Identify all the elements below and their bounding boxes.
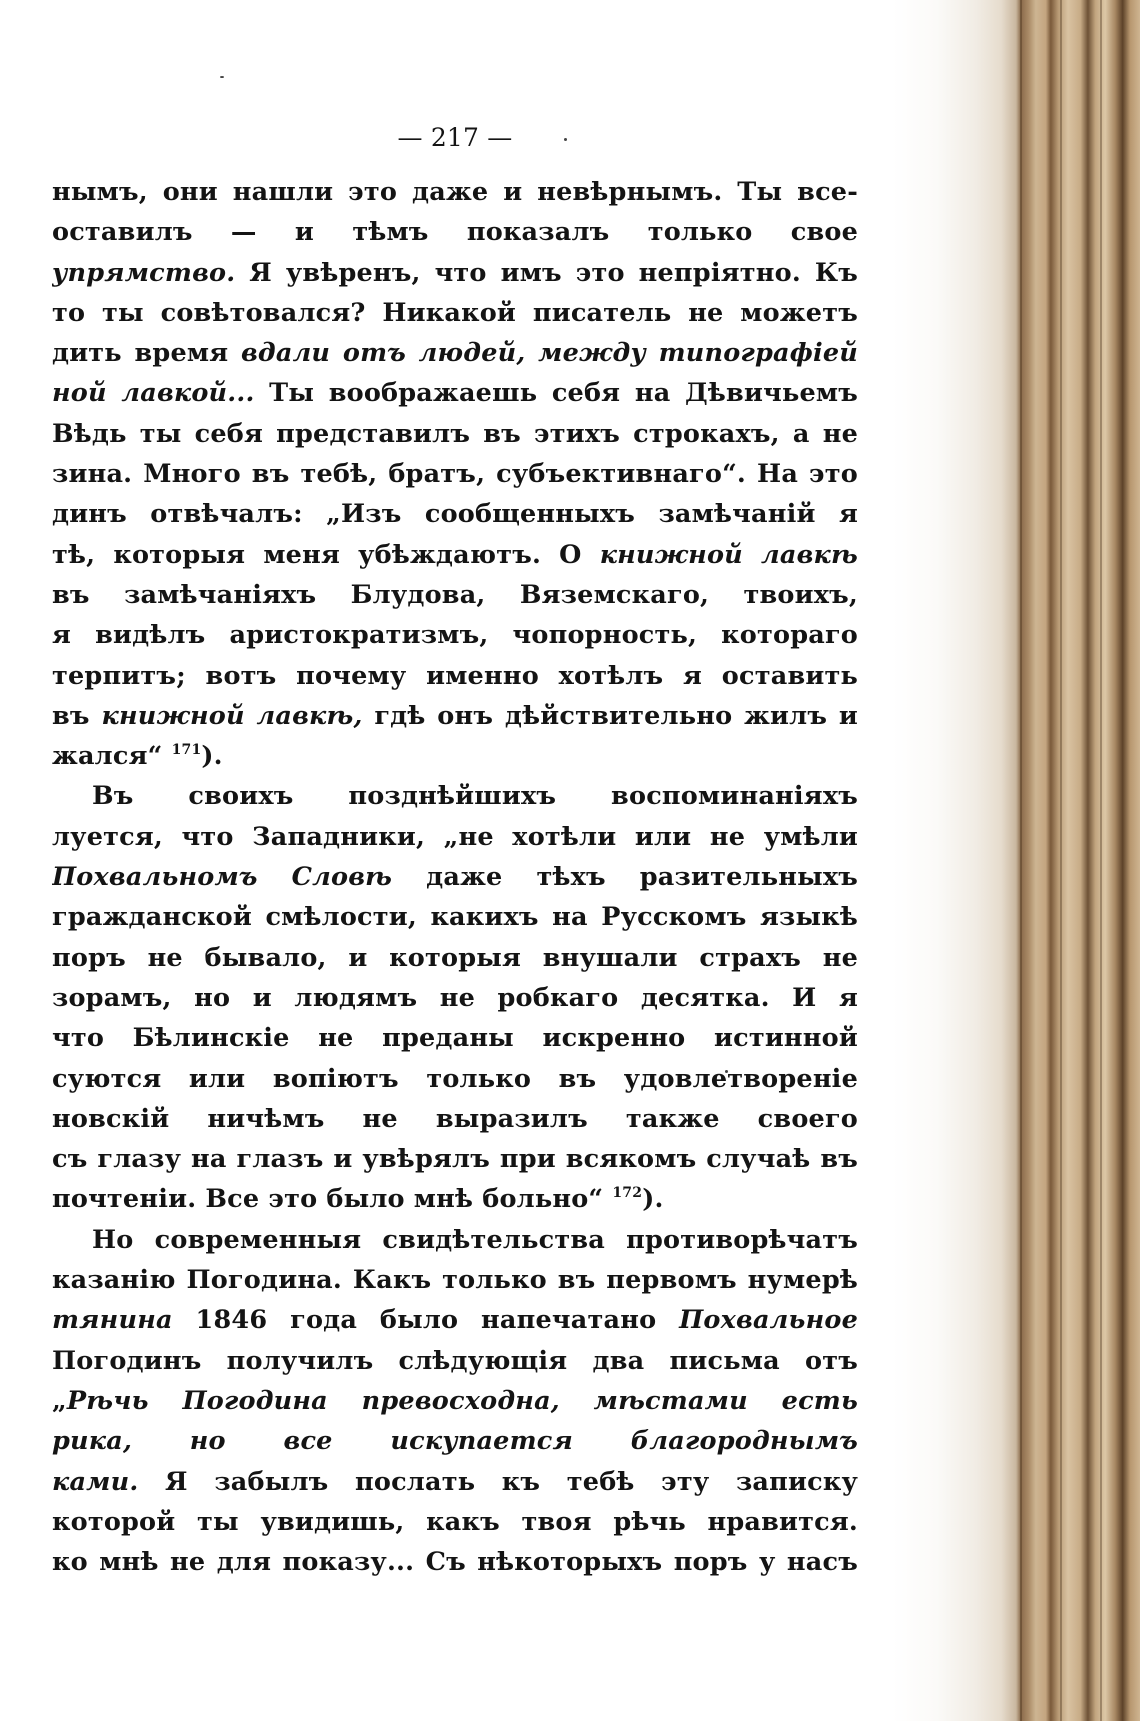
text-line xyxy=(52,1300,858,1340)
text-line xyxy=(52,253,858,293)
text-line xyxy=(52,535,858,575)
text-line xyxy=(52,172,858,212)
text-line xyxy=(52,1099,858,1139)
text-line xyxy=(52,978,858,1018)
text-line xyxy=(52,212,858,252)
text-line xyxy=(52,696,858,736)
text-line xyxy=(52,333,858,373)
text-line xyxy=(52,857,858,897)
text-line xyxy=(52,575,858,615)
text-line xyxy=(52,1542,858,1582)
text-run: ками. xyxy=(52,1466,139,1497)
text-line xyxy=(52,1179,858,1219)
text-line xyxy=(52,293,858,333)
page-edge-shadow-line xyxy=(1060,0,1062,1721)
text-run: что Бѣлинскіе не преданы искренно истинной xyxy=(52,1023,858,1054)
text-line xyxy=(52,1260,858,1300)
text-line xyxy=(52,494,858,534)
text-line xyxy=(52,817,858,857)
text-line xyxy=(52,736,858,776)
text-run: казанію Погодина. Какъ только въ первомъ нумерѣ xyxy=(52,1265,858,1296)
text-line xyxy=(52,776,858,816)
page-edge-shadow-line xyxy=(1100,0,1102,1721)
print-speck xyxy=(220,76,224,78)
footnote-ref: 171 xyxy=(171,742,202,759)
text-run: зина. Много въ тебѣ, братъ, субъективнаго“. На это xyxy=(52,459,858,490)
text-run: то ты совѣтовался? Никакой писатель не можетъ xyxy=(52,297,858,328)
page-text xyxy=(52,108,858,1582)
text-run: Ты воображаешь себя на Дѣвичьемъ xyxy=(269,378,858,409)
text-line xyxy=(52,454,858,494)
footnote-ref: 172 xyxy=(612,1185,643,1202)
text-line xyxy=(52,938,858,978)
text-run: гдѣ онъ дѣйствительно жилъ и xyxy=(374,700,858,731)
body-text xyxy=(52,172,858,1582)
text-run: Рѣчь Погодина превосходна, мѣстами есть xyxy=(66,1385,858,1416)
text-run: ). xyxy=(201,741,223,772)
text-run: гражданской смѣлости, какихъ на Русскомъ языкѣ xyxy=(52,902,858,933)
text-run: книжной лавкѣ xyxy=(599,539,858,570)
text-run: новскій ничѣмъ не выразилъ также своего xyxy=(52,1103,858,1134)
text-run: тянина xyxy=(52,1305,173,1336)
text-run: „ xyxy=(52,1385,67,1416)
text-run: Въ своихъ позднѣйшихъ воспоминаніяхъ xyxy=(92,781,858,812)
paragraph xyxy=(52,1220,858,1583)
text-run: Я забылъ послать къ тебѣ эту записку xyxy=(165,1466,858,1497)
text-run: ко мнѣ не для показу... Съ нѣкоторыхъ поръ у насъ xyxy=(52,1547,858,1578)
text-line xyxy=(52,1381,858,1421)
page-edge-shadow-line xyxy=(1020,0,1022,1721)
text-run: ной лавкой... xyxy=(52,378,255,409)
text-run: книжной лавкѣ, xyxy=(101,700,363,731)
text-run: Но современныя свидѣтельства противорѣчатъ xyxy=(92,1224,858,1255)
text-run: дить время xyxy=(52,338,241,369)
text-run: почтеніи. Все это было мнѣ больно“ xyxy=(52,1184,613,1215)
page-number: — 217 — xyxy=(397,123,513,152)
text-run: которой ты увидишь, какъ твоя рѣчь нравится. xyxy=(52,1506,858,1537)
text-line xyxy=(52,1139,858,1179)
text-run: суются или вопіютъ только въ удовлетвореніе xyxy=(52,1063,858,1094)
text-run: луется, что Западники, „не хотѣли или не умѣли xyxy=(52,821,858,852)
text-line xyxy=(52,414,858,454)
text-run: рика, но все искупается благороднымъ xyxy=(52,1426,858,1457)
text-run: въ xyxy=(52,700,102,731)
text-run: терпитъ; вотъ почему именно хотѣлъ я оставить xyxy=(52,660,858,691)
text-line xyxy=(52,1462,858,1502)
text-run: въ замѣчаніяхъ Блудова, Вяземскаго, твоихъ, xyxy=(52,579,858,610)
text-line xyxy=(52,1018,858,1058)
text-run: вдали отъ людей, между типографіей xyxy=(240,338,858,369)
text-run: 1846 года было напечатано xyxy=(172,1305,680,1336)
text-run: Вѣдь ты себя представилъ въ этихъ строкахъ, а не xyxy=(52,418,858,449)
text-line xyxy=(52,373,858,413)
text-run: упрямство. xyxy=(52,257,236,288)
text-run: Я увѣренъ, что имъ это непріятно. Къ xyxy=(249,257,858,288)
paragraph xyxy=(52,776,858,1219)
text-run: нымъ, они нашли это даже и невѣрнымъ. Ты все- xyxy=(52,177,858,207)
text-run: съ глазу на глазъ и увѣрялъ при всякомъ случаѣ въ xyxy=(52,1144,858,1175)
text-run: тѣ, которыя меня убѣждаютъ. О xyxy=(52,539,600,570)
text-run: Похвальномъ Словѣ xyxy=(52,862,393,893)
text-run: даже тѣхъ разительныхъ xyxy=(426,862,858,893)
text-run: поръ не бывало, и которыя внушали страхъ не xyxy=(52,942,858,973)
text-run: оставилъ — и тѣмъ показалъ только свое xyxy=(52,217,858,248)
text-line xyxy=(52,1059,858,1099)
text-run: жался“ xyxy=(52,741,172,772)
text-run: динъ отвѣчалъ: „Изъ сообщенныхъ замѣчаній я xyxy=(52,499,858,530)
text-line xyxy=(52,1421,858,1461)
text-line xyxy=(52,1341,858,1381)
text-run: я видѣлъ аристократизмъ, чопорность, котораго xyxy=(52,620,858,651)
text-run: ). xyxy=(642,1184,664,1215)
text-line xyxy=(52,656,858,696)
text-run: зорамъ, но и людямъ не робкаго десятка. И я xyxy=(52,982,858,1013)
book-page-edges xyxy=(892,0,1140,1721)
text-line xyxy=(52,1502,858,1542)
text-run: Погодинъ получилъ слѣдующія два письма отъ xyxy=(52,1345,858,1376)
text-line xyxy=(52,615,858,655)
paragraph xyxy=(52,172,858,776)
text-line xyxy=(52,1220,858,1260)
text-line xyxy=(52,897,858,937)
text-run: Похвальное xyxy=(679,1305,858,1336)
